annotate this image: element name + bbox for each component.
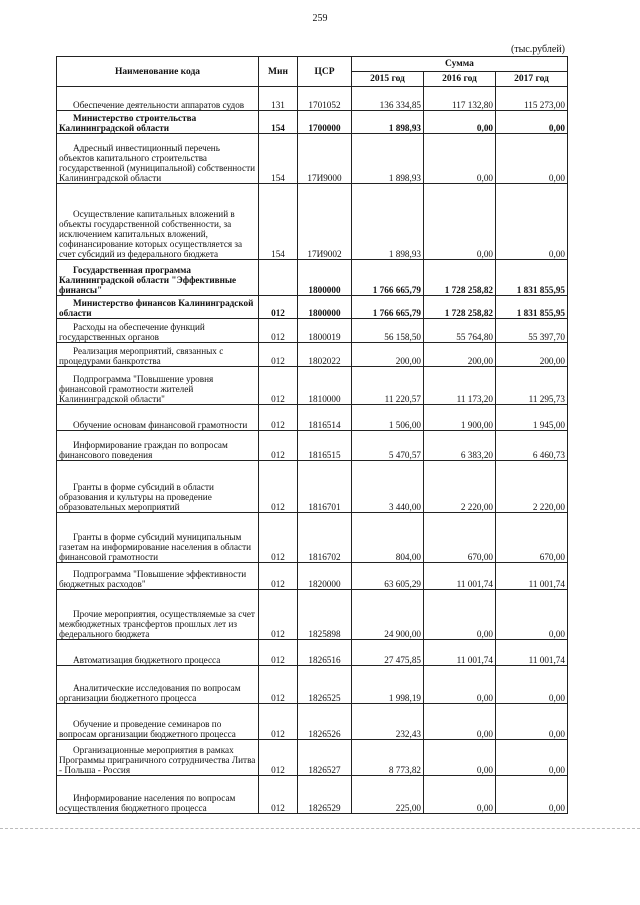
row-name: Подпрограмма "Повышение уровня финансовой грамотности жителей Калининградской области" bbox=[57, 367, 259, 405]
header-sum: Сумма bbox=[352, 57, 568, 72]
row-2015: 225,00 bbox=[352, 776, 424, 814]
header-2017: 2017 год bbox=[496, 72, 568, 87]
row-min: 012 bbox=[259, 666, 298, 704]
table-row bbox=[57, 134, 568, 184]
table-row bbox=[57, 431, 568, 461]
row-2016: 11 173,20 bbox=[424, 367, 496, 405]
units-label: (тыс.рублей) bbox=[510, 44, 565, 55]
row-2015: 5 470,57 bbox=[352, 431, 424, 461]
row-name: Гранты в форме субсидий в области образования и культуры на проведение образовательных мероприятий bbox=[57, 461, 259, 513]
row-min: 131 bbox=[259, 87, 298, 111]
row-csr: 1800000 bbox=[298, 260, 352, 296]
page-number: 259 bbox=[312, 13, 328, 24]
row-2015: 1 766 665,79 bbox=[352, 260, 424, 296]
row-2017: 0,00 bbox=[496, 184, 568, 260]
row-name: Информирование населения по вопросам осуществления бюджетного процесса bbox=[57, 776, 259, 814]
row-2016: 0,00 bbox=[424, 184, 496, 260]
row-2015: 27 475,85 bbox=[352, 640, 424, 666]
row-2015: 232,43 bbox=[352, 704, 424, 740]
row-min: 012 bbox=[259, 431, 298, 461]
table-row bbox=[57, 704, 568, 740]
row-2016: 1 900,00 bbox=[424, 405, 496, 431]
row-2016: 6 383,20 bbox=[424, 431, 496, 461]
row-2016: 0,00 bbox=[424, 776, 496, 814]
row-min: 012 bbox=[259, 704, 298, 740]
row-min bbox=[259, 260, 298, 296]
row-2016: 0,00 bbox=[424, 134, 496, 184]
row-2016: 117 132,80 bbox=[424, 87, 496, 111]
table-row bbox=[57, 461, 568, 513]
table-row bbox=[57, 740, 568, 776]
row-2016: 55 764,80 bbox=[424, 319, 496, 343]
row-2017: 0,00 bbox=[496, 590, 568, 640]
row-2017: 0,00 bbox=[496, 704, 568, 740]
page-cut-line bbox=[0, 828, 640, 829]
row-2015: 136 334,85 bbox=[352, 87, 424, 111]
row-2017: 11 295,73 bbox=[496, 367, 568, 405]
row-name: Обеспечение деятельности аппаратов судов bbox=[57, 87, 259, 111]
row-2017: 0,00 bbox=[496, 111, 568, 134]
row-csr: 1701052 bbox=[298, 87, 352, 111]
table-row bbox=[57, 640, 568, 666]
row-min: 012 bbox=[259, 776, 298, 814]
row-2017: 0,00 bbox=[496, 740, 568, 776]
row-min: 012 bbox=[259, 590, 298, 640]
row-2015: 1 998,19 bbox=[352, 666, 424, 704]
table-row bbox=[57, 776, 568, 814]
row-min: 012 bbox=[259, 343, 298, 367]
budget-table bbox=[56, 56, 568, 814]
row-2017: 55 397,70 bbox=[496, 319, 568, 343]
row-2017: 2 220,00 bbox=[496, 461, 568, 513]
row-2015: 804,00 bbox=[352, 513, 424, 563]
row-2015: 200,00 bbox=[352, 343, 424, 367]
row-csr: 1800019 bbox=[298, 319, 352, 343]
row-csr: 17И9002 bbox=[298, 184, 352, 260]
row-2016: 0,00 bbox=[424, 740, 496, 776]
row-2017: 0,00 bbox=[496, 776, 568, 814]
row-min: 154 bbox=[259, 134, 298, 184]
table-row bbox=[57, 666, 568, 704]
table-row bbox=[57, 87, 568, 111]
header-min: Мин bbox=[259, 57, 298, 87]
table-row bbox=[57, 513, 568, 563]
table-row bbox=[57, 111, 568, 134]
row-name: Прочие мероприятия, осуществляемые за счет межбюджетных трансфертов прошлых лет из федерального бюджета bbox=[57, 590, 259, 640]
row-2015: 8 773,82 bbox=[352, 740, 424, 776]
table-row bbox=[57, 319, 568, 343]
row-min: 012 bbox=[259, 513, 298, 563]
row-2016: 11 001,74 bbox=[424, 640, 496, 666]
header-2016: 2016 год bbox=[424, 72, 496, 87]
row-csr: 1810000 bbox=[298, 367, 352, 405]
row-name: Информирование граждан по вопросам финансового поведения bbox=[57, 431, 259, 461]
row-min: 012 bbox=[259, 319, 298, 343]
row-2017: 1 945,00 bbox=[496, 405, 568, 431]
table-row bbox=[57, 184, 568, 260]
row-2015: 1 898,93 bbox=[352, 184, 424, 260]
row-name: Аналитические исследования по вопросам организации бюджетного процесса bbox=[57, 666, 259, 704]
table-row bbox=[57, 563, 568, 590]
row-2015: 1 766 665,79 bbox=[352, 296, 424, 319]
row-2017: 1 831 855,95 bbox=[496, 296, 568, 319]
row-name: Подпрограмма "Повышение эффективности бюджетных расходов" bbox=[57, 563, 259, 590]
row-csr: 1816702 bbox=[298, 513, 352, 563]
row-2016: 0,00 bbox=[424, 704, 496, 740]
row-min: 012 bbox=[259, 367, 298, 405]
row-name: Обучение и проведение семинаров по вопросам организации бюджетного процесса bbox=[57, 704, 259, 740]
row-2016: 11 001,74 bbox=[424, 563, 496, 590]
row-2016: 1 728 258,82 bbox=[424, 260, 496, 296]
row-2017: 11 001,74 bbox=[496, 640, 568, 666]
row-2015: 1 898,93 bbox=[352, 134, 424, 184]
row-min: 154 bbox=[259, 111, 298, 134]
row-csr: 1826529 bbox=[298, 776, 352, 814]
table-row bbox=[57, 296, 568, 319]
row-min: 012 bbox=[259, 740, 298, 776]
row-2016: 200,00 bbox=[424, 343, 496, 367]
row-name: Реализация мероприятий, связанных с процедурами банкротства bbox=[57, 343, 259, 367]
row-min: 012 bbox=[259, 563, 298, 590]
row-csr: 1826526 bbox=[298, 704, 352, 740]
row-min: 012 bbox=[259, 405, 298, 431]
row-2016: 0,00 bbox=[424, 111, 496, 134]
row-2015: 1 898,93 bbox=[352, 111, 424, 134]
row-csr: 1800000 bbox=[298, 296, 352, 319]
row-2015: 3 440,00 bbox=[352, 461, 424, 513]
row-csr: 1825898 bbox=[298, 590, 352, 640]
row-2017: 1 831 855,95 bbox=[496, 260, 568, 296]
row-2016: 670,00 bbox=[424, 513, 496, 563]
row-min: 012 bbox=[259, 296, 298, 319]
row-csr: 1816514 bbox=[298, 405, 352, 431]
row-name: Осуществление капитальных вложений в объекты государственной собственности, за исключением капитальных вложений, софинансирование которых осуществляется за счет субсидий из федерального бюджета bbox=[57, 184, 259, 260]
row-name: Адресный инвестиционный перечень объектов капитального строительства государственной (муниципальной) собственности Калининградской области bbox=[57, 134, 259, 184]
row-2017: 115 273,00 bbox=[496, 87, 568, 111]
row-name: Расходы на обеспечение функций государственных органов bbox=[57, 319, 259, 343]
table-row bbox=[57, 590, 568, 640]
row-name: Министерство строительства Калининградской области bbox=[57, 111, 259, 134]
row-2017: 6 460,73 bbox=[496, 431, 568, 461]
row-min: 012 bbox=[259, 461, 298, 513]
table-row bbox=[57, 260, 568, 296]
row-csr: 1816701 bbox=[298, 461, 352, 513]
row-min: 012 bbox=[259, 640, 298, 666]
row-2015: 56 158,50 bbox=[352, 319, 424, 343]
row-min: 154 bbox=[259, 184, 298, 260]
row-name: Гранты в форме субсидий муниципальным газетам на информирование населения в области финансовой грамотности bbox=[57, 513, 259, 563]
row-name: Государственная программа Калининградской области "Эффективные финансы" bbox=[57, 260, 259, 296]
row-2015: 11 220,57 bbox=[352, 367, 424, 405]
row-csr: 1820000 bbox=[298, 563, 352, 590]
header-2015: 2015 год bbox=[352, 72, 424, 87]
row-2015: 63 605,29 bbox=[352, 563, 424, 590]
row-name: Обучение основам финансовой грамотности bbox=[57, 405, 259, 431]
header-name: Наименование кода bbox=[57, 57, 259, 87]
row-2015: 1 506,00 bbox=[352, 405, 424, 431]
row-2017: 11 001,74 bbox=[496, 563, 568, 590]
row-name: Организационные мероприятия в рамках Программы приграничного сотрудничества Литва - Польша - Россия bbox=[57, 740, 259, 776]
row-csr: 1826527 bbox=[298, 740, 352, 776]
row-csr: 1802022 bbox=[298, 343, 352, 367]
row-2015: 24 900,00 bbox=[352, 590, 424, 640]
row-2016: 0,00 bbox=[424, 590, 496, 640]
row-csr: 1700000 bbox=[298, 111, 352, 134]
row-2016: 2 220,00 bbox=[424, 461, 496, 513]
row-2016: 0,00 bbox=[424, 666, 496, 704]
row-csr: 1816515 bbox=[298, 431, 352, 461]
row-2017: 670,00 bbox=[496, 513, 568, 563]
table-row bbox=[57, 405, 568, 431]
row-csr: 1826525 bbox=[298, 666, 352, 704]
row-name: Министерство финансов Калининградской области bbox=[57, 296, 259, 319]
row-2017: 200,00 bbox=[496, 343, 568, 367]
row-2016: 1 728 258,82 bbox=[424, 296, 496, 319]
row-name: Автоматизация бюджетного процесса bbox=[57, 640, 259, 666]
header-csr: ЦСР bbox=[298, 57, 352, 87]
row-2017: 0,00 bbox=[496, 134, 568, 184]
row-2017: 0,00 bbox=[496, 666, 568, 704]
table-row bbox=[57, 343, 568, 367]
table-row bbox=[57, 367, 568, 405]
row-csr: 17И9000 bbox=[298, 134, 352, 184]
row-csr: 1826516 bbox=[298, 640, 352, 666]
